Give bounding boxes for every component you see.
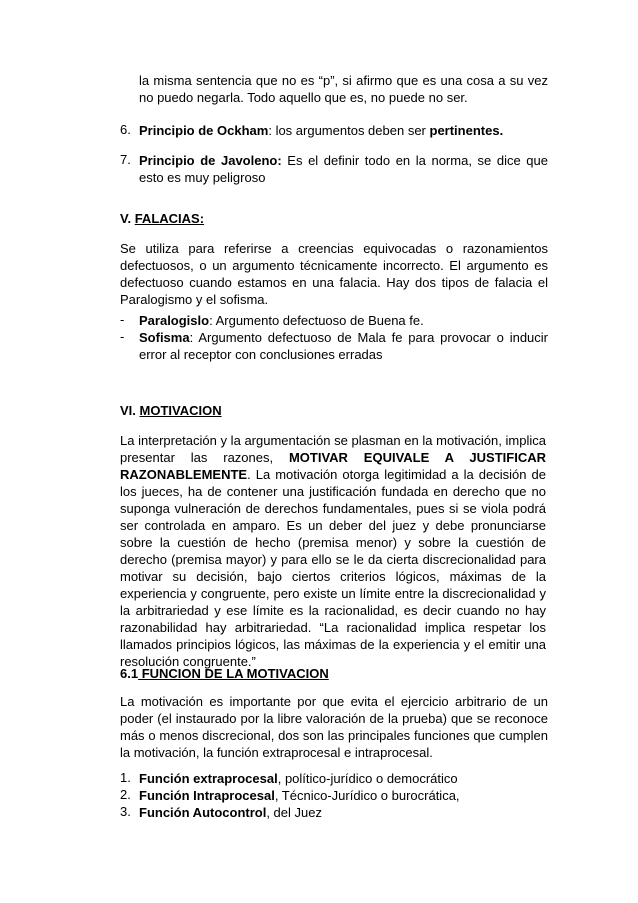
list-text: : Argumento defectuoso de Mala fe para provocar o inducir error al receptor con conclusiones erradas — [139, 330, 548, 362]
section-title: FUNCION DE LA MOTIVACION — [138, 666, 329, 681]
function-term: Función extraprocesal — [139, 771, 278, 786]
list-term: Paralogislo — [139, 313, 210, 328]
list-bullet: - — [120, 312, 125, 327]
principle-sep: : — [268, 123, 276, 138]
principle-javoleno — [139, 152, 548, 186]
principle-emph: pertinentes. — [429, 123, 504, 138]
principle-name: Principio de Javoleno: — [139, 153, 282, 168]
principle-name: Principio de Ockham — [139, 123, 269, 138]
principle-number: 6. — [120, 122, 131, 137]
motivacion-text-b: . La motivación otorga legitimidad a la decisión de los jueces, ha de contener una justificación fundada en derecho que no suponga vulneración de derechos fundamentales, pues si se viola podrá ser controlada en amparo. Es un deber del juez y debe pronunciarse sobre la cuestión de hecho (premisa menor) y sobre la cuestión de derecho (premisa mayor) y para ello se le da cierta discrecionalidad para motivar su decisión, bajo ciertos criterios lógicos, máximas de la experiencia y congruente, pero existe un límite entre la discrecionalidad y la arbitrariedad y ese límite es la racionalidad, es decir cuando no hay razonabilidad hay arbitrariedad. “La racionalidad implica respetar los llamados principios lógicos, las máximas de la experiencia y el emitir una resolución congruente.” — [120, 467, 546, 669]
list-item — [139, 329, 548, 363]
list-bullet: - — [120, 329, 125, 344]
function-item — [139, 787, 548, 804]
function-text: , del Juez — [266, 805, 322, 820]
principle-text: Es el definir todo en la norma, se dice que esto es muy peligroso — [139, 153, 549, 185]
section-heading-funcion — [120, 665, 548, 682]
principle-text: los argumentos deben ser — [275, 123, 430, 138]
function-item — [139, 770, 548, 787]
section-number: 6.1 — [120, 666, 139, 681]
function-item — [139, 804, 548, 821]
section-number: VI. — [120, 403, 140, 418]
motivacion-paragraph — [120, 432, 546, 670]
section-heading-motivacion — [120, 402, 548, 419]
function-number: 2. — [120, 787, 131, 802]
function-number: 3. — [120, 804, 131, 819]
list-text: : Argumento defectuoso de Buena fe. — [209, 313, 424, 328]
list-term: Sofisma — [139, 330, 190, 345]
motivacion-text-a: La interpretación y la argumentación se plasman en la motivación, implica presentar las razones, — [120, 433, 546, 465]
section-heading-falacias — [120, 210, 548, 227]
function-term: Función Autocontrol — [139, 805, 267, 820]
function-term: Función Intraprocesal — [139, 788, 275, 803]
section-title: FALACIAS: — [134, 211, 205, 226]
funcion-paragraph: La motivación es importante por que evita el ejercicio arbitrario de un poder (el instaurado por la libre valoración de la prueba) que se reconoce más o menos discrecional, dos son las principales funciones que cumplen la motivación, la función extraprocesal e intraprocesal. — [120, 694, 548, 760]
function-text: , Técnico-Jurídico o burocrática, — [274, 788, 460, 803]
section-title: MOTIVACION — [139, 403, 222, 418]
continuation-text: la misma sentencia que no es “p”, si afirmo que es una cosa a su vez no puedo negarla. Todo aquello que es, no puede no ser. — [139, 73, 548, 105]
principle-ockham — [139, 122, 548, 139]
motivacion-bold: MOTIVAR EQUIVALE A JUSTIFICAR RAZONABLEMENTE — [120, 450, 546, 482]
principle-number: 7. — [120, 152, 131, 167]
falacias-paragraph: Se utiliza para referirse a creencias equivocadas o razonamientos defectuosos, o un argumento técnicamente incorrecto. El argumento es defectuoso cuando estamos en una falacia. Hay dos tipos de falacia el Paralogismo y el sofisma. — [120, 241, 548, 307]
function-number: 1. — [120, 770, 131, 785]
section-number: V. — [120, 211, 135, 226]
function-text: , político-jurídico o democrático — [277, 771, 458, 786]
list-item — [139, 312, 548, 329]
